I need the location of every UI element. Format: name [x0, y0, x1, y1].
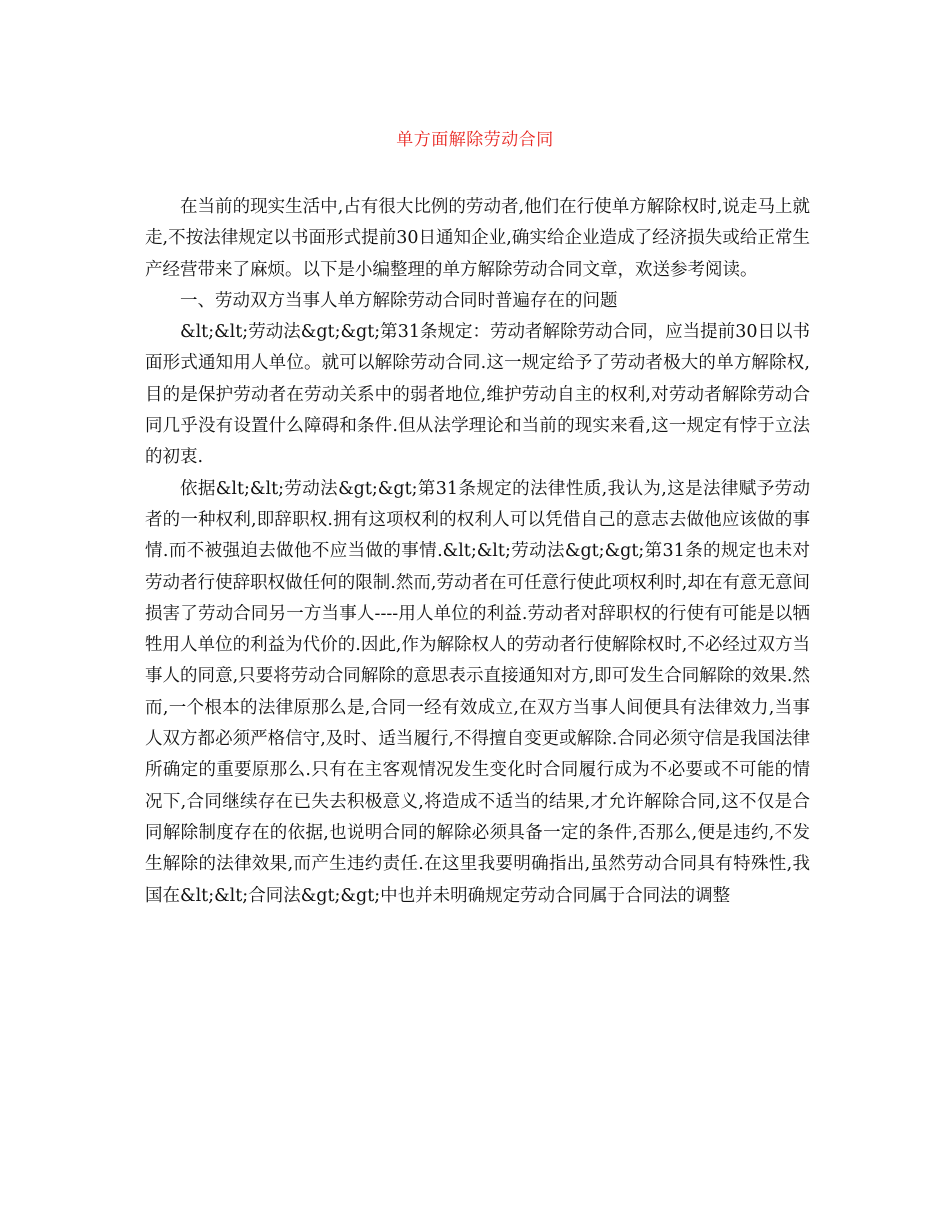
paragraph-legal-nature: 依据&lt;&lt;劳动法&gt;&gt;第31条规定的法律性质,我认为,这是法律赋予劳动者的一种权利,即辞职权.拥有这项权利的权利人可以凭借自己的意志去做他应该做的事情.而不被强迫去做他不应当做的事情.&lt;&lt;劳动法&gt;&gt;第31条的规定也未对劳动者行使辞职权做任何的限制.然而,劳动者在可任意行使此项权利时,却在有意无意间损害了劳动合同另一方当事人----用人单位的利益.劳动者对辞职权的行使有可能是以牺牲用人单位的利益为代价的.因此,作为解除权人的劳动者行使解除权时,不必经过双方当事人的同意,只要将劳动合同解除的意思表示直接通知对方,即可发生合同解除的效果.然而,一个根本的法律原那么是,合同一经有效成立,在双方当事人间便具有法律效力,当事人双方都必须严格信守,及时、适当履行,不得擅自变更或解除.合同必须守信是我国法律所确定的重要原那么.只有在主客观情况发生变化时合同履行成为不必要或不可能的情况下,合同继续存在已失去积极意义,将造成不适当的结果,才允许解除合同,这不仅是合同解除制度存在的依据,也说明合同的解除必须具备一定的条件,否那么,便是违约,不发生解除的法律效果,而产生违约责任.在这里我要明确指出,虽然劳动合同具有特殊性,我国在&lt;&lt;合同法&gt;&gt;中也并未明确规定劳动合同属于合同法的调整	[145, 478, 810, 906]
document-title: 单方面解除劳动合同	[396, 130, 554, 150]
section-heading-1: 一、劳动双方当事人单方解除劳动合同时普遍存在的问题	[180, 290, 618, 311]
paragraph-article-31: &lt;&lt;劳动法&gt;&gt;第31条规定：劳动者解除劳动合同，应当提前30日以书面形式通知用人单位。就可以解除劳动合同.这一规定给予了劳动者极大的单方解除权,目的是保护劳动者在劳动关系中的弱者地位,维护劳动自主的权利,对劳动者解除劳动合同几乎没有设置什么障碍和条件.但从法学理论和当前的现实来看,这一规定有悖于立法的初衷.	[145, 322, 811, 468]
paragraph-intro: 在当前的现实生活中,占有很大比例的劳动者,他们在行使单方解除权时,说走马上就走,不按法律规定以书面形式提前30日通知企业,确实给企业造成了经济损失或给正常生产经营带来了麻烦。以下是小编整理的单方解除劳动合同文章，欢送参考阅读。	[145, 197, 810, 280]
document-body	[145, 192, 810, 912]
